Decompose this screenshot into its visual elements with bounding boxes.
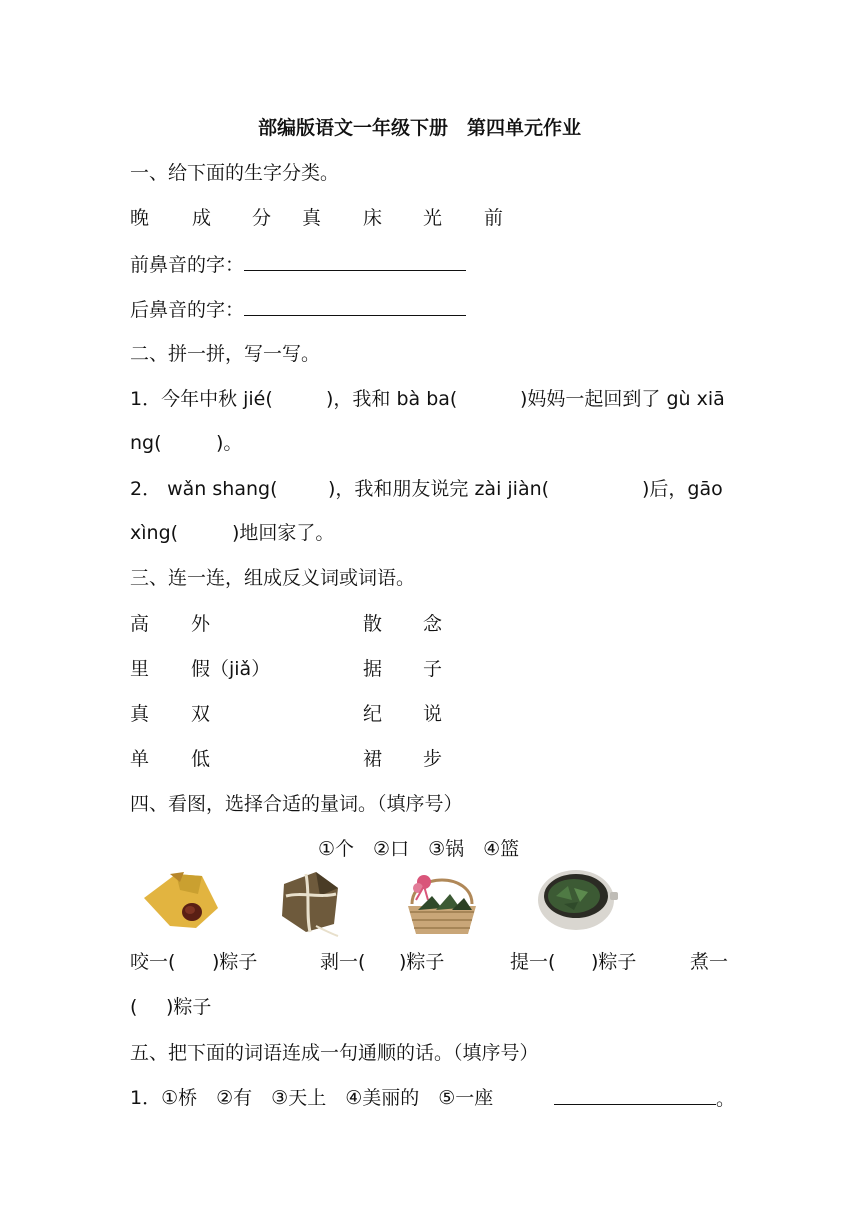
match-left-2b: 假（jiǎ） bbox=[191, 658, 271, 680]
q2-2-line-d: xìng( bbox=[130, 522, 179, 544]
match-right-1b: 念 bbox=[423, 613, 443, 635]
match-left-1a: 高 bbox=[130, 613, 150, 635]
match-left-4b: 低 bbox=[191, 748, 211, 770]
char-1: 晚 bbox=[130, 207, 150, 229]
match-left-3b: 双 bbox=[191, 703, 211, 725]
q2-2-line-a: 2． wǎn shang( bbox=[130, 478, 278, 500]
back-nasal-blank[interactable] bbox=[244, 297, 466, 316]
carry-item-b: )粽子 bbox=[591, 951, 637, 973]
boil-item-cont-b: )粽子 bbox=[166, 996, 212, 1018]
back-nasal-row bbox=[130, 297, 466, 322]
char-3: 分 bbox=[252, 207, 272, 229]
q2-1-line-d: ng( bbox=[130, 432, 162, 454]
q2-2-line-e: )地回家了。 bbox=[232, 522, 335, 544]
q2-2-line-c: )后，gāo bbox=[642, 478, 723, 500]
boil-item-cont-a: ( bbox=[130, 996, 138, 1018]
page-title: 部编版语文一年级下册 第四单元作业 bbox=[258, 117, 582, 139]
tied-zongzi-image bbox=[276, 866, 344, 938]
section-1-heading: 一、给下面的生字分类。 bbox=[130, 162, 340, 184]
q2-1-line-a: 1．今年中秋 jié( bbox=[130, 388, 273, 410]
char-4: 真 bbox=[302, 207, 322, 229]
match-right-1a: 散 bbox=[363, 613, 383, 635]
match-left-4a: 单 bbox=[130, 748, 150, 770]
char-6: 光 bbox=[423, 207, 443, 229]
back-nasal-label: 后鼻音的字： bbox=[130, 299, 245, 321]
measure-word-options: ①个 ②口 ③锅 ④篮 bbox=[318, 838, 520, 860]
q2-1-line-c: )妈妈一起回到了 gù xiā bbox=[520, 388, 725, 410]
q2-1-line-b: )，我和 bà ba( bbox=[326, 388, 458, 410]
pot-of-zongzi-image bbox=[534, 866, 620, 936]
section-4-heading: 四、看图，选择合适的量词。（填序号） bbox=[130, 793, 463, 815]
bite-item-b: )粽子 bbox=[212, 951, 258, 973]
match-left-2a: 里 bbox=[130, 658, 150, 680]
front-nasal-label: 前鼻音的字： bbox=[130, 254, 245, 276]
boil-item-a: 煮一 bbox=[690, 951, 729, 973]
match-right-2b: 子 bbox=[423, 658, 443, 680]
front-nasal-row bbox=[130, 252, 466, 277]
q5-1-answer-blank[interactable] bbox=[554, 1086, 716, 1105]
match-right-3a: 纪 bbox=[363, 703, 383, 725]
q2-2-line-b: )，我和朋友说完 zài jiàn( bbox=[328, 478, 550, 500]
match-right-4b: 步 bbox=[423, 748, 443, 770]
char-5: 床 bbox=[363, 207, 383, 229]
carry-item-a: 提一( bbox=[510, 951, 556, 973]
basket-of-zongzi-image bbox=[402, 866, 482, 938]
match-right-2a: 据 bbox=[363, 658, 383, 680]
section-3-heading: 三、连一连，组成反义词或词语。 bbox=[130, 567, 416, 589]
char-7: 前 bbox=[484, 207, 504, 229]
bite-item-a: 咬一( bbox=[130, 951, 176, 973]
match-right-3b: 说 bbox=[423, 703, 443, 725]
peel-item-b: )粽子 bbox=[399, 951, 445, 973]
q2-1-line-e: )。 bbox=[216, 432, 243, 454]
bitten-zongzi-image bbox=[140, 868, 222, 936]
match-left-1b: 外 bbox=[191, 613, 211, 635]
front-nasal-blank[interactable] bbox=[244, 252, 466, 271]
match-left-3a: 真 bbox=[130, 703, 150, 725]
match-right-4a: 裙 bbox=[363, 748, 383, 770]
section-5-heading: 五、把下面的词语连成一句通顺的话。（填序号） bbox=[130, 1042, 539, 1064]
peel-item-a: 剥一( bbox=[320, 951, 366, 973]
q5-1-period: 。 bbox=[716, 1088, 736, 1110]
section-2-heading: 二、拼一拼，写一写。 bbox=[130, 343, 321, 365]
q5-1-words: 1．①桥 ②有 ③天上 ④美丽的 ⑤一座 bbox=[130, 1087, 494, 1109]
char-2: 成 bbox=[192, 207, 212, 229]
q5-1-answer-row bbox=[554, 1086, 735, 1111]
